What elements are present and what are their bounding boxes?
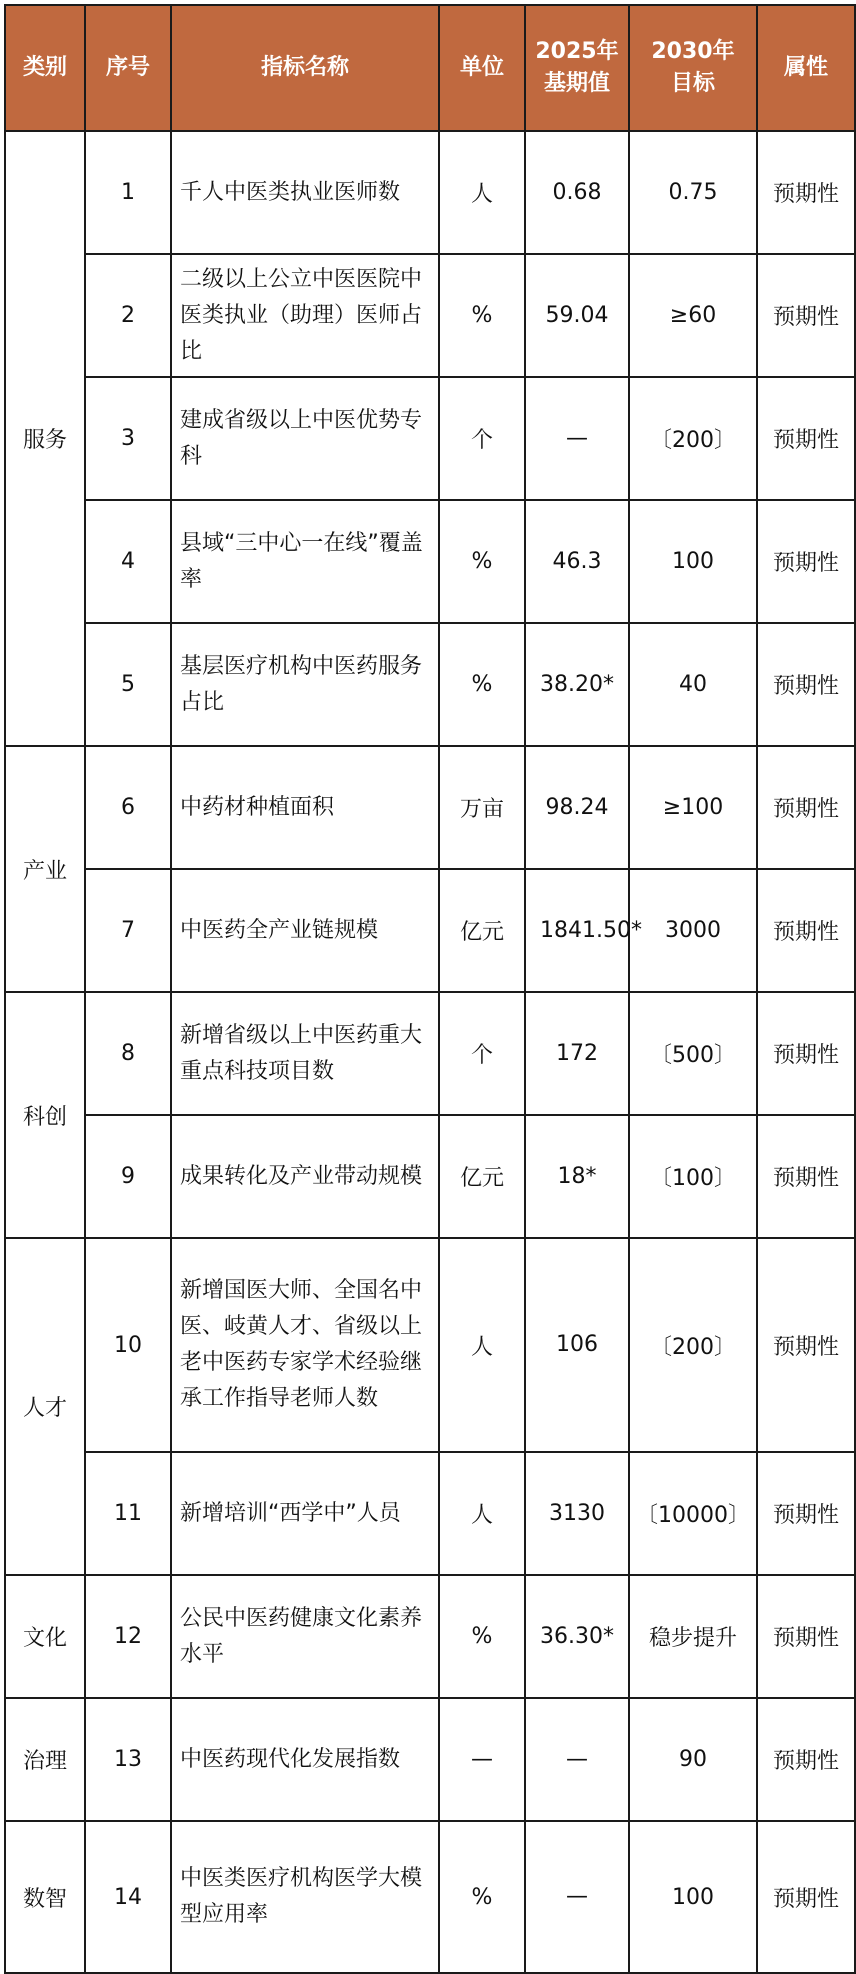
attr-cell: 预期性: [757, 623, 855, 746]
category-cell: 产业: [5, 746, 85, 992]
name-cell: 成果转化及产业带动规模: [171, 1115, 439, 1238]
unit-cell: %: [439, 500, 525, 623]
target-cell: 3000: [629, 869, 757, 992]
base-cell: —: [525, 1698, 629, 1821]
attr-cell: 预期性: [757, 131, 855, 254]
table-row: [5, 1238, 855, 1452]
category-cell: 文化: [5, 1575, 85, 1698]
unit-cell: 万亩: [439, 746, 525, 869]
unit-cell: 亿元: [439, 1115, 525, 1238]
unit-cell: 人: [439, 1238, 525, 1452]
table-row: [5, 254, 855, 377]
target-cell: 0.75: [629, 131, 757, 254]
attr-cell: 预期性: [757, 254, 855, 377]
base-cell: 3130: [525, 1452, 629, 1575]
attr-cell: 预期性: [757, 1238, 855, 1452]
base-cell: 172: [525, 992, 629, 1115]
header-base-line2: 基期值: [543, 71, 610, 96]
header-seq: 序号: [85, 5, 171, 131]
header-category: 类别: [5, 5, 85, 131]
unit-cell: 个: [439, 377, 525, 500]
base-cell: 38.20*: [525, 623, 629, 746]
name-cell: 二级以上公立中医医院中医类执业（助理）医师占比: [171, 254, 439, 377]
target-cell: ≥60: [629, 254, 757, 377]
name-cell: 中药材种植面积: [171, 746, 439, 869]
name-cell: 新增培训“西学中”人员: [171, 1452, 439, 1575]
category-cell: 治理: [5, 1698, 85, 1821]
table-row: [5, 869, 855, 992]
indicator-table-wrapper: [4, 4, 856, 1974]
unit-cell: %: [439, 1821, 525, 1973]
seq-cell: 12: [85, 1575, 171, 1698]
table-row: [5, 377, 855, 500]
name-cell: 中医药全产业链规模: [171, 869, 439, 992]
name-cell: 中医类医疗机构医学大模型应用率: [171, 1821, 439, 1973]
table-row: [5, 1115, 855, 1238]
unit-cell: —: [439, 1698, 525, 1821]
target-cell: 稳步提升: [629, 1575, 757, 1698]
base-cell: 106: [525, 1238, 629, 1452]
name-cell: 公民中医药健康文化素养水平: [171, 1575, 439, 1698]
unit-cell: 人: [439, 131, 525, 254]
seq-cell: 3: [85, 377, 171, 500]
attr-cell: 预期性: [757, 1115, 855, 1238]
unit-cell: %: [439, 623, 525, 746]
seq-cell: 10: [85, 1238, 171, 1452]
target-cell: 〔500〕: [629, 992, 757, 1115]
seq-cell: 14: [85, 1821, 171, 1973]
base-cell: —: [525, 377, 629, 500]
header-target: [629, 5, 757, 131]
base-cell: 36.30*: [525, 1575, 629, 1698]
base-cell: 59.04: [525, 254, 629, 377]
attr-cell: 预期性: [757, 1575, 855, 1698]
attr-cell: 预期性: [757, 1821, 855, 1973]
unit-cell: %: [439, 254, 525, 377]
attr-cell: 预期性: [757, 992, 855, 1115]
attr-cell: 预期性: [757, 500, 855, 623]
category-cell: 服务: [5, 131, 85, 746]
table-row: [5, 623, 855, 746]
target-cell: 40: [629, 623, 757, 746]
name-cell: 千人中医类执业医师数: [171, 131, 439, 254]
base-cell: 46.3: [525, 500, 629, 623]
target-cell: ≥100: [629, 746, 757, 869]
header-target-line1: 2030年: [651, 39, 735, 64]
category-cell: 科创: [5, 992, 85, 1238]
header-base: [525, 5, 629, 131]
unit-cell: %: [439, 1575, 525, 1698]
header-base-line1: 2025年: [535, 39, 619, 64]
unit-cell: 亿元: [439, 869, 525, 992]
base-cell: 98.24: [525, 746, 629, 869]
category-cell: 数智: [5, 1821, 85, 1973]
target-cell: 90: [629, 1698, 757, 1821]
attr-cell: 预期性: [757, 746, 855, 869]
name-cell: 县域“三中心一在线”覆盖率: [171, 500, 439, 623]
seq-cell: 8: [85, 992, 171, 1115]
name-cell: 建成省级以上中医优势专科: [171, 377, 439, 500]
seq-cell: 5: [85, 623, 171, 746]
name-cell: 中医药现代化发展指数: [171, 1698, 439, 1821]
table-row: [5, 1575, 855, 1698]
attr-cell: 预期性: [757, 1698, 855, 1821]
header-attr: 属性: [757, 5, 855, 131]
seq-cell: 2: [85, 254, 171, 377]
name-cell: 新增国医大师、全国名中医、岐黄人才、省级以上老中医药专家学术经验继承工作指导老师人数: [171, 1238, 439, 1452]
category-cell: 人才: [5, 1238, 85, 1575]
target-cell: 〔10000〕: [629, 1452, 757, 1575]
base-cell: 0.68: [525, 131, 629, 254]
name-cell: 新增省级以上中医药重大重点科技项目数: [171, 992, 439, 1115]
target-cell: 〔200〕: [629, 1238, 757, 1452]
seq-cell: 7: [85, 869, 171, 992]
name-cell: 基层医疗机构中医药服务占比: [171, 623, 439, 746]
table-row: [5, 992, 855, 1115]
seq-cell: 9: [85, 1115, 171, 1238]
seq-cell: 6: [85, 746, 171, 869]
attr-cell: 预期性: [757, 1452, 855, 1575]
seq-cell: 11: [85, 1452, 171, 1575]
table-row: [5, 1821, 855, 1973]
table-row: [5, 500, 855, 623]
base-cell: 18*: [525, 1115, 629, 1238]
header-unit: 单位: [439, 5, 525, 131]
target-cell: 100: [629, 1821, 757, 1973]
header-row: [5, 5, 855, 131]
table-row: [5, 131, 855, 254]
target-cell: 100: [629, 500, 757, 623]
seq-cell: 1: [85, 131, 171, 254]
indicator-table: [4, 4, 856, 1974]
attr-cell: 预期性: [757, 869, 855, 992]
target-cell: 〔100〕: [629, 1115, 757, 1238]
header-target-line2: 目标: [670, 71, 715, 96]
table-row: [5, 1698, 855, 1821]
table-row: [5, 746, 855, 869]
base-cell: —: [525, 1821, 629, 1973]
table-row: [5, 1452, 855, 1575]
unit-cell: 个: [439, 992, 525, 1115]
seq-cell: 4: [85, 500, 171, 623]
unit-cell: 人: [439, 1452, 525, 1575]
seq-cell: 13: [85, 1698, 171, 1821]
attr-cell: 预期性: [757, 377, 855, 500]
base-cell: 1841.50*: [525, 869, 629, 992]
target-cell: 〔200〕: [629, 377, 757, 500]
header-name: 指标名称: [171, 5, 439, 131]
